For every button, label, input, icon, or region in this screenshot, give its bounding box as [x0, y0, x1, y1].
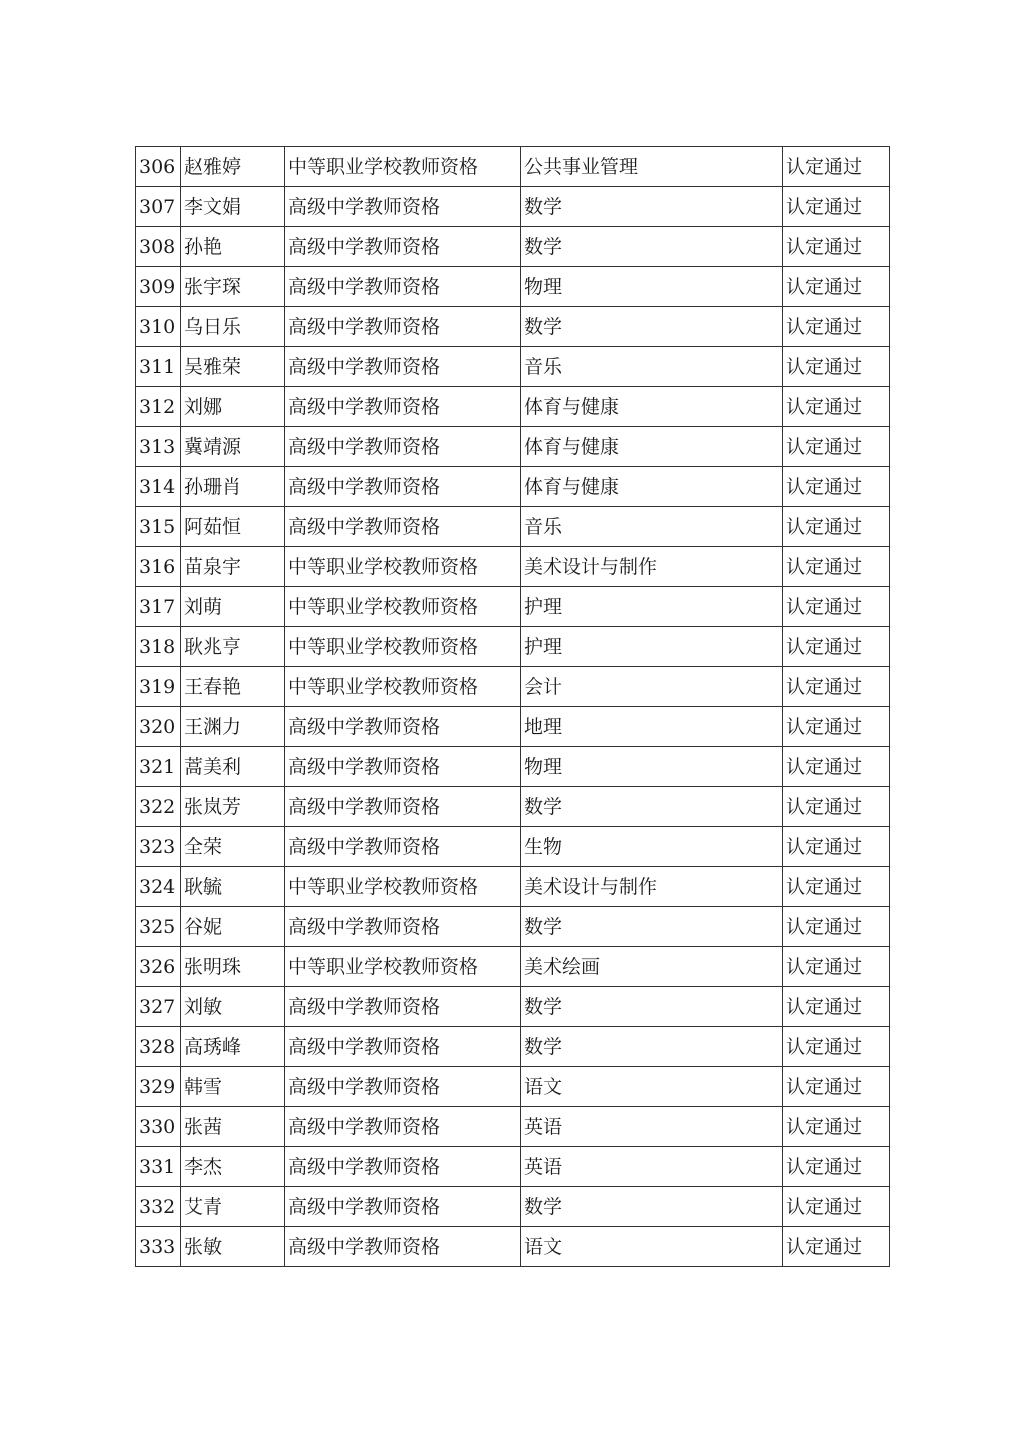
qualification-type-cell: 高级中学教师资格: [285, 427, 521, 467]
row-number-cell: 327: [136, 987, 181, 1027]
row-number-cell: 322: [136, 787, 181, 827]
applicant-name-cell: 张明珠: [181, 947, 285, 987]
table-row: [136, 867, 890, 907]
subject-cell: 数学: [521, 227, 783, 267]
applicant-name-cell: 阿茹恒: [181, 507, 285, 547]
table-row: [136, 1227, 890, 1267]
subject-cell: 生物: [521, 827, 783, 867]
subject-cell: 美术设计与制作: [521, 547, 783, 587]
result-status-cell: 认定通过: [783, 707, 890, 747]
qualification-type-cell: 高级中学教师资格: [285, 787, 521, 827]
row-number-cell: 316: [136, 547, 181, 587]
result-status-cell: 认定通过: [783, 1067, 890, 1107]
qualification-type-cell: 高级中学教师资格: [285, 307, 521, 347]
table-row: [136, 507, 890, 547]
subject-cell: 音乐: [521, 347, 783, 387]
row-number-cell: 308: [136, 227, 181, 267]
applicant-name-cell: 刘萌: [181, 587, 285, 627]
row-number-cell: 324: [136, 867, 181, 907]
table-row: [136, 707, 890, 747]
qualification-type-cell: 高级中学教师资格: [285, 987, 521, 1027]
table-row: [136, 987, 890, 1027]
qualification-type-cell: 高级中学教师资格: [285, 1027, 521, 1067]
row-number-cell: 319: [136, 667, 181, 707]
qualification-type-cell: 高级中学教师资格: [285, 1107, 521, 1147]
applicant-name-cell: 全荣: [181, 827, 285, 867]
table-row: [136, 187, 890, 227]
result-status-cell: 认定通过: [783, 1147, 890, 1187]
table-row: [136, 1187, 890, 1227]
applicant-name-cell: 乌日乐: [181, 307, 285, 347]
qualification-type-cell: 高级中学教师资格: [285, 1227, 521, 1267]
qualification-type-cell: 高级中学教师资格: [285, 747, 521, 787]
applicant-name-cell: 蒿美利: [181, 747, 285, 787]
table-row: [136, 907, 890, 947]
table-row: [136, 267, 890, 307]
qualification-type-cell: 高级中学教师资格: [285, 507, 521, 547]
qualification-type-cell: 高级中学教师资格: [285, 347, 521, 387]
row-number-cell: 323: [136, 827, 181, 867]
applicant-name-cell: 李杰: [181, 1147, 285, 1187]
row-number-cell: 321: [136, 747, 181, 787]
row-number-cell: 333: [136, 1227, 181, 1267]
result-status-cell: 认定通过: [783, 187, 890, 227]
result-status-cell: 认定通过: [783, 1107, 890, 1147]
subject-cell: 体育与健康: [521, 427, 783, 467]
table-row: [136, 947, 890, 987]
subject-cell: 会计: [521, 667, 783, 707]
applicant-name-cell: 张茜: [181, 1107, 285, 1147]
subject-cell: 体育与健康: [521, 467, 783, 507]
result-status-cell: 认定通过: [783, 1227, 890, 1267]
row-number-cell: 331: [136, 1147, 181, 1187]
subject-cell: 语文: [521, 1067, 783, 1107]
result-status-cell: 认定通过: [783, 427, 890, 467]
table-row: [136, 627, 890, 667]
subject-cell: 公共事业管理: [521, 147, 783, 187]
subject-cell: 护理: [521, 627, 783, 667]
row-number-cell: 313: [136, 427, 181, 467]
qualification-type-cell: 高级中学教师资格: [285, 387, 521, 427]
applicant-name-cell: 苗泉宇: [181, 547, 285, 587]
result-status-cell: 认定通过: [783, 947, 890, 987]
row-number-cell: 311: [136, 347, 181, 387]
table-row: [136, 667, 890, 707]
result-status-cell: 认定通过: [783, 387, 890, 427]
subject-cell: 数学: [521, 187, 783, 227]
table-row: [136, 787, 890, 827]
table-row: [136, 307, 890, 347]
qualification-type-cell: 高级中学教师资格: [285, 907, 521, 947]
subject-cell: 数学: [521, 987, 783, 1027]
subject-cell: 美术绘画: [521, 947, 783, 987]
qualification-type-cell: 高级中学教师资格: [285, 1147, 521, 1187]
results-table: [135, 146, 890, 1267]
applicant-name-cell: 耿毓: [181, 867, 285, 907]
subject-cell: 英语: [521, 1107, 783, 1147]
table-row: [136, 1067, 890, 1107]
row-number-cell: 326: [136, 947, 181, 987]
subject-cell: 地理: [521, 707, 783, 747]
qualification-type-cell: 中等职业学校教师资格: [285, 147, 521, 187]
row-number-cell: 307: [136, 187, 181, 227]
result-status-cell: 认定通过: [783, 827, 890, 867]
qualification-type-cell: 高级中学教师资格: [285, 227, 521, 267]
subject-cell: 美术设计与制作: [521, 867, 783, 907]
applicant-name-cell: 吴雅荣: [181, 347, 285, 387]
table-row: [136, 587, 890, 627]
result-status-cell: 认定通过: [783, 147, 890, 187]
applicant-name-cell: 艾青: [181, 1187, 285, 1227]
subject-cell: 物理: [521, 267, 783, 307]
table-row: [136, 547, 890, 587]
row-number-cell: 329: [136, 1067, 181, 1107]
table-row: [136, 227, 890, 267]
subject-cell: 数学: [521, 1027, 783, 1067]
row-number-cell: 310: [136, 307, 181, 347]
result-status-cell: 认定通过: [783, 1187, 890, 1227]
result-status-cell: 认定通过: [783, 587, 890, 627]
result-status-cell: 认定通过: [783, 347, 890, 387]
row-number-cell: 318: [136, 627, 181, 667]
result-status-cell: 认定通过: [783, 667, 890, 707]
qualification-type-cell: 中等职业学校教师资格: [285, 627, 521, 667]
applicant-name-cell: 王渊力: [181, 707, 285, 747]
applicant-name-cell: 赵雅婷: [181, 147, 285, 187]
applicant-name-cell: 李文娟: [181, 187, 285, 227]
row-number-cell: 325: [136, 907, 181, 947]
subject-cell: 数学: [521, 907, 783, 947]
subject-cell: 体育与健康: [521, 387, 783, 427]
qualification-type-cell: 中等职业学校教师资格: [285, 947, 521, 987]
subject-cell: 护理: [521, 587, 783, 627]
row-number-cell: 315: [136, 507, 181, 547]
applicant-name-cell: 张宇琛: [181, 267, 285, 307]
table-row: [136, 1147, 890, 1187]
applicant-name-cell: 谷妮: [181, 907, 285, 947]
result-status-cell: 认定通过: [783, 627, 890, 667]
subject-cell: 语文: [521, 1227, 783, 1267]
applicant-name-cell: 孙艳: [181, 227, 285, 267]
result-status-cell: 认定通过: [783, 507, 890, 547]
table-body: [136, 147, 890, 1267]
row-number-cell: 309: [136, 267, 181, 307]
qualification-type-cell: 高级中学教师资格: [285, 1187, 521, 1227]
applicant-name-cell: 刘娜: [181, 387, 285, 427]
subject-cell: 音乐: [521, 507, 783, 547]
qualification-type-cell: 高级中学教师资格: [285, 827, 521, 867]
row-number-cell: 314: [136, 467, 181, 507]
table-row: [136, 147, 890, 187]
result-status-cell: 认定通过: [783, 227, 890, 267]
table-row: [136, 1027, 890, 1067]
qualification-type-cell: 高级中学教师资格: [285, 267, 521, 307]
row-number-cell: 312: [136, 387, 181, 427]
subject-cell: 数学: [521, 787, 783, 827]
result-status-cell: 认定通过: [783, 467, 890, 507]
result-status-cell: 认定通过: [783, 867, 890, 907]
result-status-cell: 认定通过: [783, 267, 890, 307]
qualification-type-cell: 中等职业学校教师资格: [285, 587, 521, 627]
result-status-cell: 认定通过: [783, 307, 890, 347]
applicant-name-cell: 张岚芳: [181, 787, 285, 827]
row-number-cell: 328: [136, 1027, 181, 1067]
subject-cell: 数学: [521, 1187, 783, 1227]
qualification-type-cell: 中等职业学校教师资格: [285, 547, 521, 587]
result-status-cell: 认定通过: [783, 747, 890, 787]
applicant-name-cell: 耿兆亨: [181, 627, 285, 667]
subject-cell: 数学: [521, 307, 783, 347]
applicant-name-cell: 刘敏: [181, 987, 285, 1027]
qualification-type-cell: 高级中学教师资格: [285, 187, 521, 227]
applicant-name-cell: 王春艳: [181, 667, 285, 707]
result-status-cell: 认定通过: [783, 547, 890, 587]
qualification-type-cell: 中等职业学校教师资格: [285, 667, 521, 707]
row-number-cell: 332: [136, 1187, 181, 1227]
qualification-type-cell: 高级中学教师资格: [285, 1067, 521, 1107]
result-status-cell: 认定通过: [783, 787, 890, 827]
applicant-name-cell: 张敏: [181, 1227, 285, 1267]
qualification-type-cell: 高级中学教师资格: [285, 467, 521, 507]
qualification-type-cell: 中等职业学校教师资格: [285, 867, 521, 907]
subject-cell: 物理: [521, 747, 783, 787]
applicant-name-cell: 冀靖源: [181, 427, 285, 467]
result-status-cell: 认定通过: [783, 987, 890, 1027]
applicant-name-cell: 孙珊肖: [181, 467, 285, 507]
table-row: [136, 347, 890, 387]
table-row: [136, 467, 890, 507]
table-row: [136, 827, 890, 867]
table-row: [136, 427, 890, 467]
table-row: [136, 387, 890, 427]
row-number-cell: 330: [136, 1107, 181, 1147]
subject-cell: 英语: [521, 1147, 783, 1187]
table-row: [136, 1107, 890, 1147]
row-number-cell: 320: [136, 707, 181, 747]
row-number-cell: 317: [136, 587, 181, 627]
result-status-cell: 认定通过: [783, 1027, 890, 1067]
table-row: [136, 747, 890, 787]
applicant-name-cell: 韩雪: [181, 1067, 285, 1107]
result-status-cell: 认定通过: [783, 907, 890, 947]
row-number-cell: 306: [136, 147, 181, 187]
qualification-type-cell: 高级中学教师资格: [285, 707, 521, 747]
applicant-name-cell: 高琇峰: [181, 1027, 285, 1067]
